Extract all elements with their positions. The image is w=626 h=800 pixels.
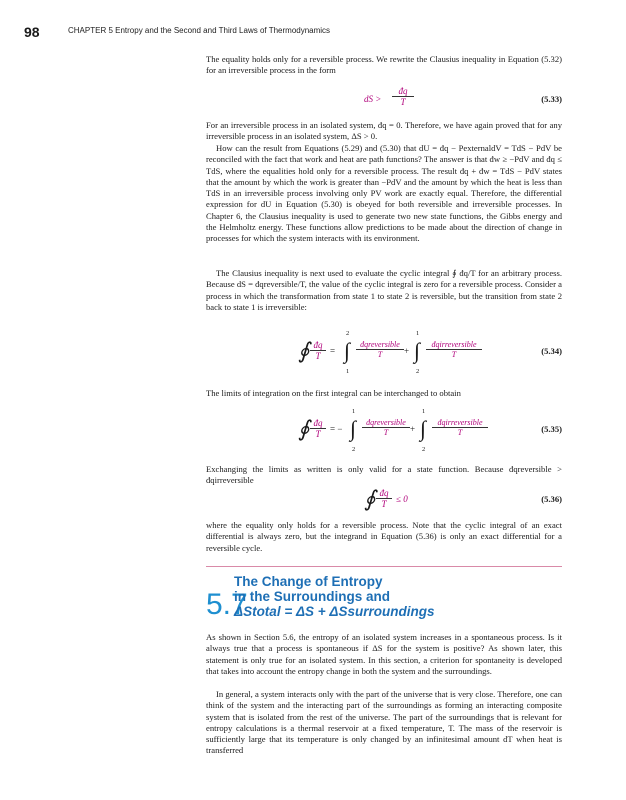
eq-plus: +: [404, 346, 410, 356]
eq-equals: = −: [330, 424, 343, 434]
paragraph-text: The equality holds only for a reversible process. We rewrite the Clausius inequality in Equation (5.32) for an irreversible process in the form: [206, 54, 562, 76]
eq-numerator: đqirreversible: [437, 418, 483, 427]
section-divider: [206, 566, 562, 567]
lower-limit: 2: [422, 446, 426, 453]
upper-limit: 1: [422, 408, 426, 415]
cyclic-integral-icon: ∮: [298, 338, 310, 363]
eq-denominator: T: [392, 96, 414, 107]
eq-fraction-reversible: [362, 418, 410, 437]
paragraph-text: In general, a system interacts only with the part of the universe that is very close. Therefore, one can think of the system and the interacting part of the surroundings as forming an interacting composite system that is isolated from the rest of the universe. The part of the surroundings that is relevant for entropy calculations is a thermal reservoir at a fixed temperature, T. The mass of the reservoir is sufficiently large that its temperature is only changed by an infinitesimal amount dT when heat is transferred: [206, 689, 562, 756]
paragraph-3: [206, 143, 562, 245]
eq-numerator: đqreversible: [360, 340, 400, 349]
equation-number: (5.34): [541, 346, 562, 356]
section-title-line-2: in the Surroundings and: [234, 589, 390, 604]
equation-number: (5.36): [541, 494, 562, 504]
eq-numerator: đqreversible: [366, 418, 406, 427]
eq-fraction: [376, 488, 392, 509]
cyclic-integral-icon: ∮: [364, 486, 376, 511]
upper-limit: 1: [416, 330, 420, 337]
lower-limit: 2: [416, 368, 420, 375]
paragraph-9: [206, 689, 562, 757]
eq-denominator: T: [362, 427, 410, 437]
equation-5-34: [206, 330, 562, 378]
equation-5-33: [206, 86, 562, 114]
eq-denominator: T: [376, 498, 392, 509]
eq-lhs: dS >: [364, 94, 382, 104]
eq-numerator: đqirreversible: [431, 340, 477, 349]
section-title-line-3: ΔStotal = ΔS + ΔSsurroundings: [234, 604, 435, 619]
eq-numerator: đq: [379, 488, 389, 498]
paragraph-7: [206, 520, 562, 554]
integral-icon: ∫: [350, 416, 357, 441]
equation-number: (5.33): [541, 94, 562, 104]
eq-fraction-lhs: [310, 418, 326, 439]
eq-numerator: đq: [398, 86, 408, 96]
eq-numerator: đq: [313, 340, 323, 350]
eq-denominator: T: [356, 349, 404, 359]
eq-fraction: [392, 86, 414, 107]
eq-rhs: ≤ 0: [396, 494, 408, 504]
eq-denominator: T: [426, 349, 482, 359]
cyclic-integral-icon: ∮: [298, 416, 310, 441]
section-title: [234, 574, 564, 619]
equation-5-36: [206, 486, 562, 516]
eq-denominator: T: [310, 350, 326, 361]
page-number: 98: [24, 24, 40, 40]
running-title: CHAPTER 5 Entropy and the Second and Third Laws of Thermodynamics: [68, 26, 331, 35]
lower-limit: 1: [346, 368, 350, 375]
lower-limit: 2: [352, 446, 356, 453]
paragraph-text: As shown in Section 5.6, the entropy of an isolated system increases in a spontaneous process. Is it always true that a process is spontaneous if ΔS for the system is positive? As shown later, this statement is only true for an isolated system. In this section, a criterion for spontaneity is developed that takes into account the entropy change in both the system and the surroundings.: [206, 632, 562, 676]
section-title-line-1: The Change of Entropy: [234, 574, 383, 589]
eq-fraction-irreversible: [426, 340, 482, 359]
upper-limit: 2: [346, 330, 350, 337]
equation-number: (5.35): [541, 424, 562, 434]
paragraph-text: How can the result from Equations (5.29) and (5.30) that dU = đq − PexternaldV = TdS − PdV be reconciled with the fact that work and heat are path functions? The answer is that đw ≥ −PdV and đq ≤ TdS, where the equalities hold only for a reversible process. The result đq + đw = TdS − PdV states that the amount by which the work is greater than −PdV and the amount by which the heat is less than TdS in an irreversible process involving only PV work are exactly equal. Therefore, the differential expression for dU in Equation (5.30) is obeyed for both reversible and irreversible processes. In Chapter 6, the Clausius inequality is used to generate two new state functions, the Gibbs energy and the Helmholtz energy. These functions allow predictions to be made about the direction of change in processes for which the system interacts with its environment.: [206, 143, 562, 244]
eq-denominator: T: [432, 427, 488, 437]
paragraph-2: [206, 120, 562, 143]
paragraph-text: The Clausius inequality is next used to evaluate the cyclic integral ∮ đq/T for an arbitrary process. Because dS = đqreversible/T, the value of the cyclic integral is zero for a reversible process. Consider a process in which the transformation from state 1 to state 2 is reversible, but the transition from state 2 back to state 1 is irreversible:: [206, 268, 562, 312]
eq-fraction-reversible: [356, 340, 404, 359]
eq-denominator: T: [310, 428, 326, 439]
eq-fraction-lhs: [310, 340, 326, 361]
integral-icon: ∫: [344, 338, 351, 363]
eq-equals: =: [330, 346, 336, 356]
paragraph-text: For an irreversible process in an isolated system, đq = 0. Therefore, we have again proved that for any irreversible process in an isolated system, ΔS > 0.: [206, 120, 562, 142]
paragraph-text: Exchanging the limits as written is only valid for a state function. Because đqreversible > đqirreversible: [206, 464, 562, 486]
integral-icon: ∫: [414, 338, 421, 363]
paragraph-text: where the equality only holds for a reversible process. Note that the cyclic integral of an exact differential is always zero, but the integrand in Equation (5.36) is only an exact differential for a reversible cycle.: [206, 520, 562, 553]
equation-5-35: [206, 408, 562, 456]
eq-numerator: đq: [313, 418, 323, 428]
section-number: 5.7: [206, 588, 248, 621]
integral-icon: ∫: [420, 416, 427, 441]
paragraph-5: [206, 388, 562, 399]
page-header: [24, 24, 602, 40]
eq-plus: +: [410, 424, 416, 434]
upper-limit: 1: [352, 408, 356, 415]
paragraph-8: [206, 632, 562, 677]
eq-fraction-irreversible: [432, 418, 488, 437]
paragraph-text: The limits of integration on the first integral can be interchanged to obtain: [206, 388, 461, 398]
paragraph-6: [206, 464, 562, 487]
paragraph-1: [206, 54, 562, 77]
paragraph-4: [206, 268, 562, 313]
